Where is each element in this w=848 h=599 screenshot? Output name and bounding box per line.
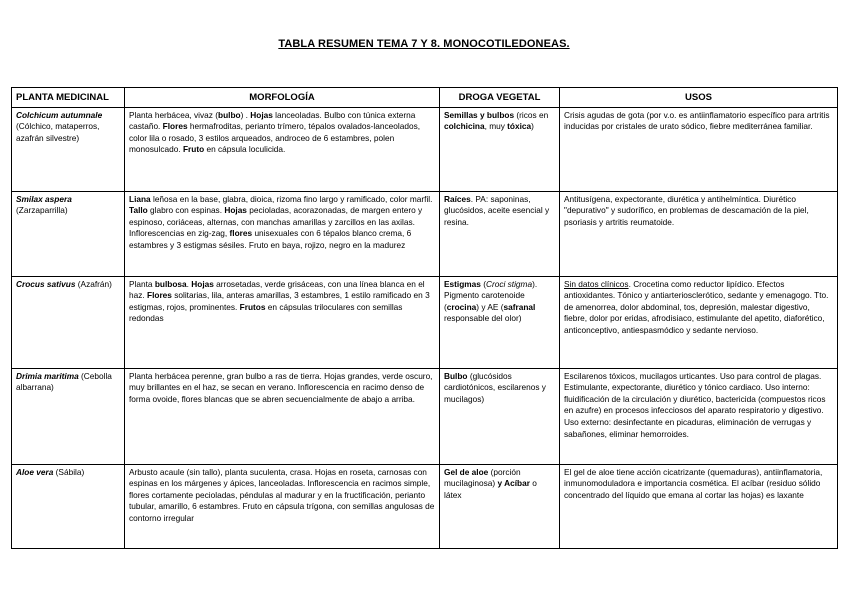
text-run: o látex	[444, 478, 537, 500]
text-run: (Sábila)	[53, 466, 85, 477]
text-run: unisexuales con 6 tépalos blanco crema, 6 estambres y 3 estigmas sésiles. Fruto en baya, rojizo, negro en la madurez	[129, 228, 412, 250]
cell-morfologia	[125, 191, 440, 276]
text-run: Sin datos clínicos	[564, 278, 629, 289]
text-run: Aloe vera	[16, 466, 54, 477]
text-run: El gel de aloe tiene acción cicatrizante (quemaduras), antiinflamatoria, inmunomoduladora e importancia cosmética. El acíbar (residuo sólido concentrado del líquido que emana al cortar las hojas) es laxante	[564, 466, 823, 500]
document-title: TABLA RESUMEN TEMA 7 Y 8. MONOCOTILEDONEAS.	[278, 38, 570, 50]
cell-droga	[440, 107, 560, 191]
cell-morfologia	[125, 464, 440, 548]
text-run: en cápsulas triloculares con semillas redondas	[129, 301, 403, 324]
cell-droga	[440, 464, 560, 548]
text-run: (Zarzaparrilla)	[16, 205, 68, 216]
cell-droga	[440, 368, 560, 464]
text-run: , muy	[484, 121, 508, 132]
text-run: Colchicum autumnale	[16, 109, 103, 120]
text-run: . PA: saponinas, glucósidos, aceite esencial y resina.	[444, 193, 550, 227]
text-run: ). Pigmento carotenoide (	[444, 278, 538, 312]
text-run: Frutos	[239, 301, 266, 312]
text-run: Drimia maritima	[16, 370, 79, 381]
cell-morfologia	[125, 276, 440, 368]
cell-planta	[12, 191, 125, 276]
text-run: Crocus sativus	[16, 278, 76, 289]
text-run: Fruto	[182, 144, 205, 155]
text-run: leñosa en la base, glabra, dioica, rizoma fino largo y ramificado, color marfil.	[150, 193, 433, 204]
table-row	[12, 276, 838, 368]
header-planta: PLANTA MEDICINAL	[12, 88, 125, 108]
text-run: en cápsula loculicida.	[204, 144, 286, 155]
table-row	[12, 191, 838, 276]
text-run: Semillas y bulbos	[444, 109, 515, 120]
text-run: crocina	[446, 301, 477, 312]
text-run: (porción mucilaginosa)	[444, 466, 521, 489]
text-run: Gel de aloe	[444, 466, 489, 477]
text-run: (Cebolla albarrana)	[16, 370, 112, 393]
text-run: colchicina	[444, 121, 485, 132]
cell-usos	[560, 107, 838, 191]
text-run: Hojas	[224, 205, 247, 216]
summary-table	[11, 87, 838, 549]
text-run: Flores	[162, 121, 188, 132]
cell-planta	[12, 276, 125, 368]
text-run: Antitusígena, expectorante, diurética y antihelmíntica. Diurético "depurativo" y sudorífico, en problemas de descamación de la piel, psoriasis y artritis reumatoide.	[564, 193, 809, 227]
table-row	[12, 107, 838, 191]
text-run: (	[480, 278, 486, 289]
text-run: hermafroditas, perianto trímero, tépalos ovalados-lanceolados, color lila o rosado, 3 estilos arqueados, androceo de 6 estambres, polen monosulcado.	[129, 121, 421, 155]
header-row	[12, 88, 838, 108]
text-run: responsable del olor)	[444, 313, 522, 324]
text-run: Planta	[129, 278, 155, 289]
text-run: pecioladas, acorazonadas, de margen entero y espinoso, coriáceas, alternas, con manchas amarillas y zarcillos en las axilas. Inflorescencias en zig-zag,	[129, 205, 423, 239]
text-run: y Acíbar	[497, 478, 530, 489]
cell-droga	[440, 276, 560, 368]
text-run: Raíces	[444, 193, 471, 204]
text-run: .	[186, 278, 192, 289]
text-run: arrosetadas, verde grisáceas, con una línea blanca en el haz.	[129, 278, 425, 301]
text-run: Planta herbácea perenne, gran bulbo a ras de tierra. Hojas grandes, verde oscuro, muy brillantes en el haz, se secan en verano. Inflorescencia en racimo denso de forma ovoide, flores blancas que se abren secuencialmente de abajo a arriba.	[129, 370, 433, 404]
cell-morfologia	[125, 107, 440, 191]
text-run: flores	[229, 228, 253, 239]
text-run: Bulbo	[444, 370, 468, 381]
text-run: Croci stigma	[485, 278, 533, 289]
text-run: Escilarenos tóxicos, mucilagos urticantes. Uso para control de plagas. Estimulante, expectorante, diurético y tónico cardiaco. Uso interno: fluidificación de la circulación y diurético, bactericida (compuestos ricos en azufre) en procesos infecciosos del aparato respiratorio y digestivo. Uso externo: desinfectante en picaduras, eliminación de verrugas y sabañones, eliminar hemorroides.	[564, 370, 826, 439]
header-morfologia: MORFOLOGÍA	[125, 88, 440, 108]
text-run: Arbusto acaule (sin tallo), planta suculenta, crasa. Hojas en roseta, carnosas con espinas en los márgenes y ápices, lanceoladas. Inflorescencia en racimos simple, flores cortamente pecioladas, péndulas al madurar y en la fructificación, perianto tubular, amarillo, 6 estambres. Fruto en cápsula trígona, con semillas angulosas de contorno irregular	[129, 466, 435, 523]
text-run: solitarias, lila, anteras amarillas, 3 estambres, 1 estilo ramificado en 3 estigmas, rojos, prominentes.	[129, 290, 430, 312]
cell-usos	[560, 191, 838, 276]
text-run: bulbosa	[154, 278, 187, 289]
table-body	[12, 107, 838, 548]
text-run: )	[531, 121, 534, 132]
text-run: (glucósidos cardiotónicos, escilarenos y mucilagos)	[444, 370, 546, 404]
cell-planta	[12, 107, 125, 191]
text-run: Flores	[147, 290, 172, 301]
cell-usos	[560, 464, 838, 548]
text-run: safranal	[503, 301, 536, 312]
text-run: Planta herbácea, vivaz (	[129, 109, 219, 120]
text-run: Crisis agudas de gota (por v.o. es antiinflamatorio específico para artritis inducidas por cristales de urato sódico, fiebre mediterránea familiar.	[564, 109, 830, 132]
text-run: ) .	[240, 109, 251, 120]
text-run: . Crocetina como reductor lipídico. Efectos antioxidantes. Tónico y antiarteriosclerótico, sedante y emenagogo. Tto. de amenorrea, dolor abdominal, tos, depresión, malestar digestivo, fiebre, dolor por eridas, afrodisiaco, estimulante del apetito, diaforético, anticonceptivo, antiespasmódico y sedante nervioso.	[564, 278, 829, 335]
cell-planta	[12, 368, 125, 464]
text-run: lanceoladas. Bulbo con túnica externa castaño.	[129, 109, 416, 132]
header-droga: DROGA VEGETAL	[440, 88, 560, 108]
cell-droga	[440, 191, 560, 276]
text-run: tóxica	[507, 121, 532, 132]
text-run: Hojas	[250, 109, 273, 120]
table-row	[12, 368, 838, 464]
text-run: Tallo	[129, 205, 148, 216]
text-run: (Cólchico, mataperros, azafrán silvestre)	[16, 121, 100, 143]
table-row	[12, 464, 838, 548]
text-run: bulbo	[218, 109, 241, 120]
cell-usos	[560, 276, 838, 368]
text-run: Hojas	[191, 278, 214, 289]
text-run: Estigmas	[444, 278, 481, 289]
text-run: (ricos en	[514, 109, 549, 120]
cell-morfologia	[125, 368, 440, 464]
header-usos: USOS	[560, 88, 838, 108]
text-run: Liana	[129, 193, 151, 204]
text-run: Smilax aspera	[16, 193, 72, 204]
cell-usos	[560, 368, 838, 464]
cell-planta	[12, 464, 125, 548]
text-run: glabro con espinas.	[147, 205, 225, 216]
text-run: (Azafrán)	[75, 278, 112, 289]
text-run: ) y AE (	[476, 301, 504, 312]
